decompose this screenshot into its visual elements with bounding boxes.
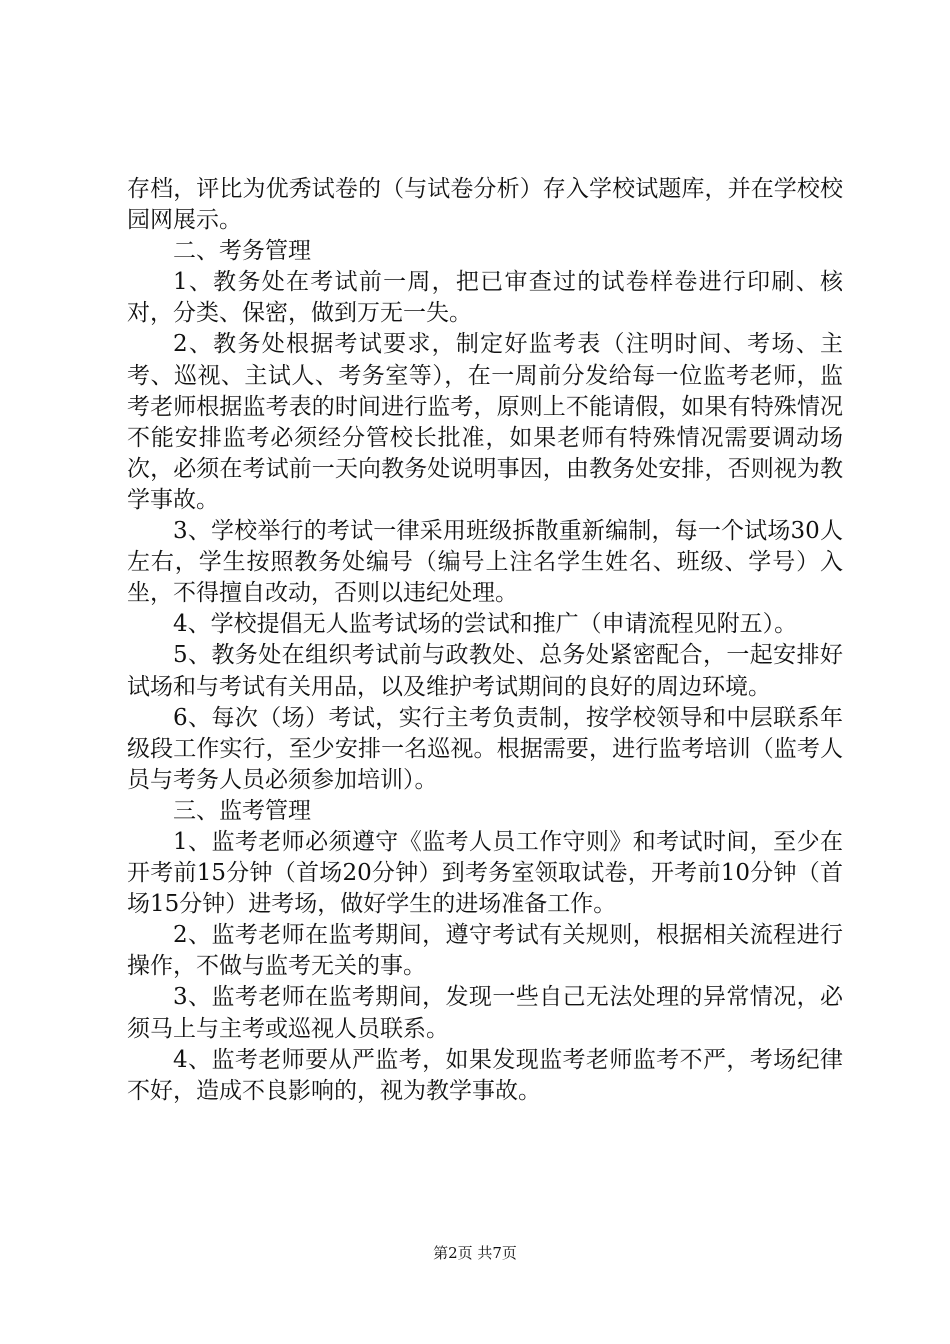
paragraph: 4、监考老师要从严监考，如果发现监考老师监考不严，考场纪律不好，造成不良影响的，视为教学事故。 (127, 1046, 843, 1104)
document-body (127, 174, 843, 1107)
paragraph: 4、学校提倡无人监考试场的尝试和推广（申请流程见附五）。 (173, 611, 798, 638)
section-heading-invigilation: 三、监考管理 (173, 797, 311, 824)
paragraph: 5、教务处在组织考试前与政教处、总务处紧密配合，一起安排好试场和与考试有关用品，以及维护考试期间的良好的周边环境。 (127, 642, 843, 700)
paragraph: 3、学校举行的考试一律采用班级拆散重新编制，每一个试场30人左右，学生按照教务处编号（编号上注名学生姓名、班级、学号）入坐，不得擅自改动，否则以违纪处理。 (127, 518, 843, 607)
paragraph-continuation: 存档，评比为优秀试卷的（与试卷分析）存入学校试题库，并在学校校园网展示。 (127, 176, 843, 234)
page-number-footer: 第2页 共7页 (433, 1244, 517, 1262)
paragraph: 1、监考老师必须遵守《监考人员工作守则》和考试时间，至少在开考前15分钟（首场20分钟）到考务室领取试卷，开考前10分钟（首场15分钟）进考场，做好学生的进场准备工作。 (127, 828, 843, 918)
paragraph: 3、监考老师在监考期间，发现一些自己无法处理的异常情况，必须马上与主考或巡视人员联系。 (127, 984, 843, 1042)
section-heading-exam-affairs: 二、考务管理 (173, 238, 311, 265)
paragraph: 6、每次（场）考试，实行主考负责制，按学校领导和中层联系年级段工作实行，至少安排一名巡视。根据需要，进行监考培训（监考人员与考务人员必须参加培训）。 (127, 704, 843, 793)
paragraph: 1、教务处在考试前一周，把已审查过的试卷样卷进行印刷、核对，分类、保密，做到万无一失。 (127, 269, 843, 327)
paragraph: 2、教务处根据考试要求，制定好监考表（注明时间、考场、主考、巡视、主试人、考务室等），在一周前分发给每一位监考老师，监考老师根据监考表的时间进行监考，原则上不能请假，如果有特殊情况不能安排监考必须经分管校长批准，如果老师有特殊情况需要调动场次，必须在考试前一天向教务处说明事因，由教务处安排，否则视为教学事故。 (127, 331, 843, 513)
paragraph: 2、监考老师在监考期间，遵守考试有关规则，根据相关流程进行操作，不做与监考无关的事。 (127, 922, 843, 980)
